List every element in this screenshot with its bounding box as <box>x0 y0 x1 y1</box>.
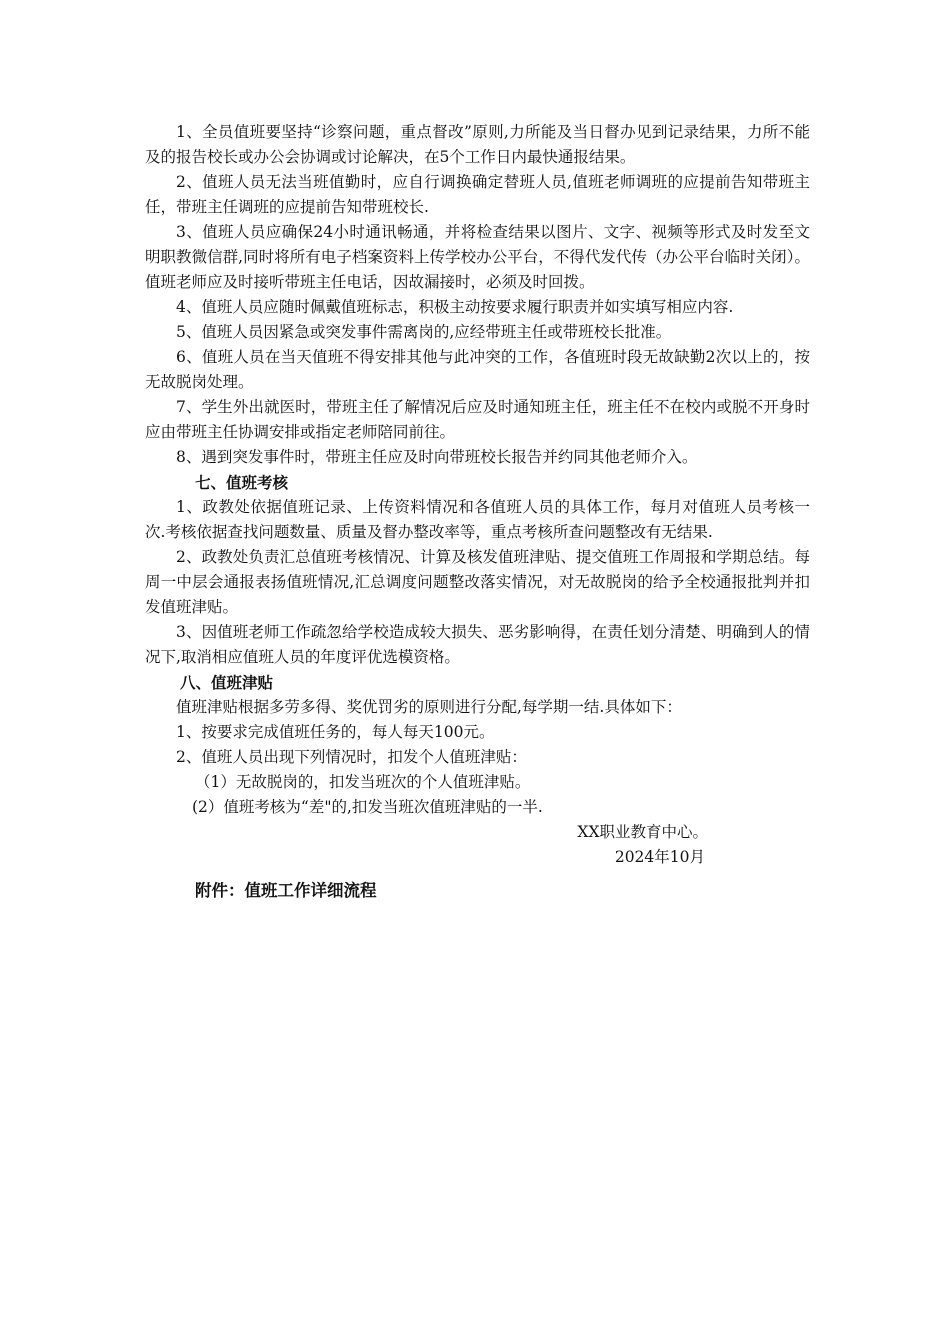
duty-rule-4: 4、值班人员应随时佩戴值班标志，积极主动按要求履行职责并如实填写相应内容. <box>176 298 734 316</box>
duty-rule-8: 8、遇到突发事件时，带班主任应及时向带班校长报告并约同其他老师介入。 <box>176 448 698 466</box>
attachment-note: 附件：值班工作详细流程 <box>195 881 377 900</box>
duty-rule-1: 1、全员值班要坚持“诊察问题，重点督改”原则,力所能及当日督办见到记录结果，力所不能及的报告校长或办公会协调或讨论解决，在5个工作日内最快通报结果。 <box>145 123 810 166</box>
section8-intro: 值班津贴根据多劳多得、奖优罚劣的原则进行分配,每学期一结.具体如下： <box>176 698 682 716</box>
section7-item-1: 1、政教处依据值班记录、上传资料情况和各值班人员的具体工作，每月对值班人员考核一次.考核依据查找问题数量、质量及督办整改率等，重点考核所查问题整改有无结果. <box>145 498 810 541</box>
section8-item-1: 1、按要求完成值班任务的，每人每天100元。 <box>176 723 495 741</box>
duty-rule-7: 7、学生外出就医时，带班主任了解情况后应及时通知班主任，班主任不在校内或脱不开身时应由带班主任协调安排或指定老师陪同前往。 <box>145 398 810 441</box>
section7-item-2: 2、政教处负责汇总值班考核情况、计算及核发值班津贴、提交值班工作周报和学期总结。每周一中层会通报表扬值班情况,汇总调度问题整改落实情况，对无故脱岗的给予全校通报批判并扣发值班津贴。 <box>145 548 810 616</box>
section8-sub-1: （1）无故脱岗的，扣发当班次的个人值班津贴。 <box>195 773 531 791</box>
duty-rule-3: 3、值班人员应确保24小时通讯畅通，并将检查结果以图片、文字、视频等形式及时发至文明职教微信群,同时将所有电子档案资料上传学校办公平台，不得代发代传（办公平台临时关闭）。值班老师应及时接听带班主任电话，因故漏接时，必须及时回拨。 <box>145 223 810 291</box>
signature-org: XX职业教育中心。 <box>577 823 708 841</box>
signature-date: 2024年10月 <box>614 848 705 866</box>
duty-rule-2: 2、值班人员无法当班值勤时，应自行调换确定替班人员,值班老师调班的应提前告知带班主任，带班主任调班的应提前告知带班校长. <box>145 173 810 216</box>
duty-rule-6: 6、值班人员在当天值班不得安排其他与此冲突的工作，各值班时段无故缺勤2次以上的，按无故脱岗处理。 <box>145 348 810 391</box>
section7-heading: 七、值班考核 <box>195 473 289 492</box>
section8-sub-2: (2）值班考核为“差"的,扣发当班次值班津贴的一半. <box>192 798 543 816</box>
section8-heading: 八、值班津贴 <box>180 673 274 692</box>
duty-rule-5: 5、值班人员因紧急或突发事件需离岗的,应经带班主任或带班校长批准。 <box>176 323 672 341</box>
document-page <box>145 120 810 903</box>
section8-item-2: 2、值班人员出现下列情况时，扣发个人值班津贴： <box>176 748 527 766</box>
section7-item-3: 3、因值班老师工作疏忽给学校造成较大损失、恶劣影响得，在责任划分清楚、明确到人的情况下,取消相应值班人员的年度评优选模资格。 <box>145 623 810 666</box>
